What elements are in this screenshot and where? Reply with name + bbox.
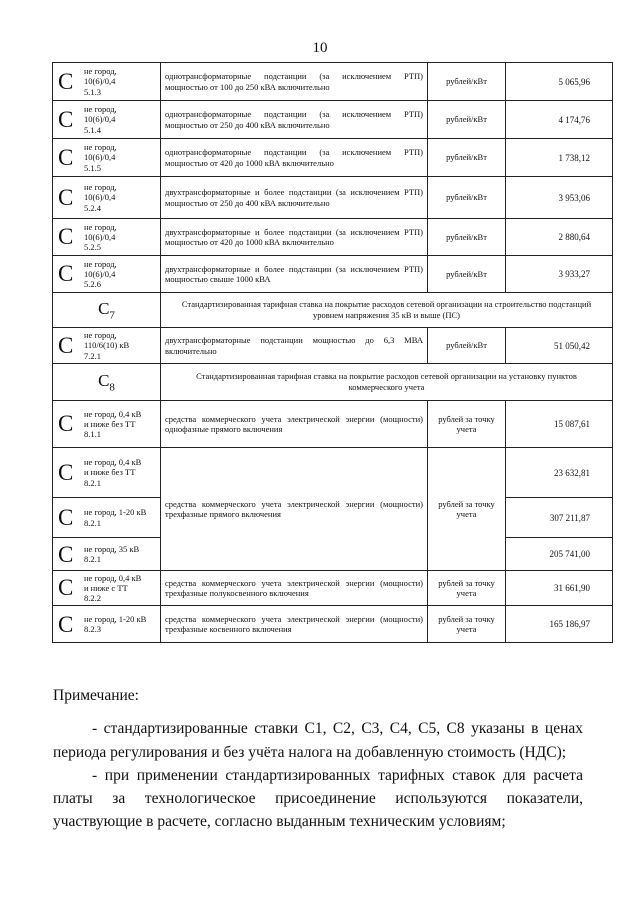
table-row: [53, 401, 613, 448]
rate-code-line: 8.2.1: [84, 554, 101, 564]
rate-code: [58, 573, 158, 603]
rate-code: [58, 142, 158, 172]
rate-unit: рублей за точку учета: [428, 448, 506, 571]
table-row: [53, 63, 613, 101]
rate-code-text: [78, 409, 141, 439]
section-symbol-cell: [53, 293, 161, 328]
rate-value: 15 087,61: [506, 401, 613, 448]
rate-code-line: не город,: [84, 142, 117, 153]
section-title: Стандартизированная тарифная ставка на покрытие расходов сетевой организации на установку пунктов коммерческого учета: [161, 364, 613, 401]
rate-symbol: С: [58, 575, 74, 601]
table-row: [53, 328, 613, 364]
rate-code-line: 10(6)/0,4: [84, 268, 116, 279]
table-row: [53, 606, 613, 643]
rate-code-cell: [53, 606, 161, 643]
rate-code-cell: [53, 219, 161, 256]
rate-description: однотрансформаторные подстанции (за исключением РТП) мощностью от 250 до 400 кВА включительно: [161, 101, 428, 139]
rate-unit: рублей за точку учета: [428, 571, 506, 606]
notes-title: Примечание:: [53, 687, 139, 704]
rate-symbol: С: [58, 541, 74, 567]
rate-symbol: С: [58, 611, 74, 637]
rate-unit: рублей/кВт: [428, 328, 506, 364]
rate-code-line: не город, 0,4 кВ: [84, 572, 142, 583]
rate-description: однотрансформаторные подстанции (за исключением РТП) мощностью от 420 до 1000 кВА включительно: [161, 139, 428, 177]
rate-code-line: и ниже без ТТ: [84, 467, 136, 478]
rate-code-line: 5.2.4: [84, 202, 101, 213]
rate-unit: рублей/кВт: [428, 256, 506, 293]
table-row: [53, 139, 613, 177]
rate-description: средства коммерческого учета электрической энергии (мощности) трехфазные косвенного включения: [161, 606, 428, 643]
rate-code-line: 8.1.1: [84, 429, 101, 439]
rate-symbol: С: [58, 224, 74, 250]
section-row: [53, 293, 613, 328]
rate-value: 23 632,81: [506, 448, 613, 498]
rate-code-text: [78, 222, 117, 252]
rate-code-line: 10(6)/0,4: [84, 192, 116, 203]
notes-section: [53, 684, 583, 834]
rate-code: [58, 457, 158, 487]
rate-symbol: С: [58, 144, 74, 170]
section-symbol-index: 7: [109, 309, 115, 322]
rate-code-text: [78, 544, 139, 564]
rate-value: 51 050,42: [506, 328, 613, 364]
rate-description: двухтрансформаторные и более подстанции (за исключением РТП) мощностью свыше 1000 кВА: [161, 256, 428, 293]
rate-code: [58, 66, 158, 96]
rate-code-text: [78, 259, 117, 289]
rate-code-line: не город,: [84, 182, 117, 193]
rate-symbol: С: [58, 261, 74, 287]
rate-code: [58, 104, 158, 134]
rate-description: двухтрансформаторные подстанции мощностью до 6,3 МВА включительно: [161, 328, 428, 364]
rate-unit: рублей за точку учета: [428, 401, 506, 448]
rate-value: 165 186,97: [506, 606, 613, 643]
rate-description: двухтрансформаторные и более подстанции (за исключением РТП) мощностью от 250 до 400 кВА включительно: [161, 177, 428, 219]
rate-code-text: [78, 330, 129, 360]
rate-symbol: С: [58, 68, 74, 94]
rate-code-cell: [53, 63, 161, 101]
rate-code-text: [78, 507, 146, 527]
rate-code-cell: [53, 101, 161, 139]
rate-symbol: С: [58, 106, 74, 132]
rate-description: однотрансформаторные подстанции (за исключением РТП) мощностью от 100 до 250 кВА включительно: [161, 63, 428, 101]
rate-unit: рублей/кВт: [428, 177, 506, 219]
rate-code-cell: [53, 538, 161, 571]
rate-code-cell: [53, 256, 161, 293]
rate-code-line: не город, 1-20 кВ: [84, 507, 147, 518]
rate-code-text: [78, 142, 117, 172]
rate-code-line: 7.2.1: [84, 350, 101, 361]
rate-symbol: С: [58, 184, 74, 210]
rate-symbol: С: [58, 411, 74, 437]
rate-value: 3 953,06: [506, 177, 613, 219]
rate-code-cell: [53, 177, 161, 219]
rate-value: 2 880,64: [506, 219, 613, 256]
rate-unit: рублей/кВт: [428, 139, 506, 177]
rate-value: 1 738,12: [506, 139, 613, 177]
rate-code-cell: [53, 498, 161, 538]
section-row: [53, 364, 613, 401]
rate-unit: рублей за точку учета: [428, 606, 506, 643]
rate-code-cell: [53, 401, 161, 448]
table-row: [53, 219, 613, 256]
note-item: - стандартизированные ставки С1, С2, С3, С4, С5, С8 указаны в ценах периода регулирования и без учёта налога на добавленную стоимость (НДС);: [53, 720, 583, 761]
rate-code-line: не город,: [84, 221, 117, 232]
rate-code-line: 8.2.3: [84, 624, 101, 634]
page-number: 10: [312, 40, 328, 56]
rate-code-text: [78, 66, 117, 96]
tariff-table: [52, 62, 613, 643]
rate-value: 307 211,87: [506, 498, 613, 538]
rate-code-line: не город, 0,4 кВ: [84, 457, 142, 468]
rate-code-line: 5.2.5: [84, 242, 101, 252]
section-symbol-cell: [53, 364, 161, 401]
note-item: - при применении стандартизированных тарифных ставок для расчета платы за технологическое присоединение используются показатели, участвующие в расчете, согласно выданным техническим условиям;: [53, 766, 583, 831]
rate-description: средства коммерческого учета электрической энергии (мощности) однофазные прямого включения: [161, 401, 428, 448]
section-title: Стандартизированная тарифная ставка на покрытие расходов сетевой организации на строительство подстанций уровнем напряжения 35 кВ и выше (ПС): [161, 293, 613, 328]
rate-code: [58, 222, 158, 252]
rate-code-cell: [53, 328, 161, 364]
rate-code-line: 5.1.5: [84, 162, 101, 173]
table-row: [53, 177, 613, 219]
rate-code-line: и ниже без ТТ: [84, 418, 136, 429]
table-row: [53, 448, 613, 498]
rate-code: [58, 613, 158, 636]
rate-symbol: С: [58, 505, 74, 530]
rate-unit: рублей/кВт: [428, 63, 506, 101]
rate-code-line: не город, 0,4 кВ: [84, 408, 142, 419]
rate-code-cell: [53, 448, 161, 498]
rate-code-line: и ниже с ТТ: [84, 582, 128, 593]
rate-code-line: не город,: [84, 66, 117, 77]
section-symbol: С: [98, 298, 110, 318]
rate-code-line: не город, 1-20 кВ: [84, 613, 147, 624]
rate-code-line: 10(6)/0,4: [84, 114, 116, 125]
rate-code-line: 5.1.4: [84, 124, 101, 135]
table-row: [53, 571, 613, 606]
rate-code: [58, 543, 158, 566]
rate-code-text: [78, 457, 141, 487]
rate-unit: рублей/кВт: [428, 101, 506, 139]
rate-code-line: 10(6)/0,4: [84, 231, 116, 242]
rate-code-line: 10(6)/0,4: [84, 76, 116, 87]
rate-code-line: 8.2.1: [84, 477, 101, 488]
rate-code-line: 5.1.3: [84, 86, 101, 97]
table-row: [53, 101, 613, 139]
rate-code-line: 5.2.6: [84, 279, 101, 289]
rate-code-line: 110/6(10) кВ: [84, 340, 130, 351]
rate-value: 205 741,00: [506, 538, 613, 571]
rate-code: [58, 409, 158, 439]
rate-code: [58, 182, 158, 212]
rate-symbol: С: [58, 332, 74, 358]
rate-code-line: 10(6)/0,4: [84, 152, 116, 163]
table-row: [53, 256, 613, 293]
rate-description: двухтрансформаторные и более подстанции (за исключением РТП) мощностью от 420 до 1000 кВА включительно: [161, 219, 428, 256]
rate-code-line: не город,: [84, 330, 117, 341]
rate-code-line: не город,: [84, 104, 117, 115]
rate-value: 4 174,76: [506, 101, 613, 139]
rate-code: [58, 330, 158, 360]
rate-code-text: [78, 573, 141, 603]
rate-description: средства коммерческого учета электрической энергии (мощности) трехфазные полукосвенного включения: [161, 571, 428, 606]
rate-code-cell: [53, 571, 161, 606]
rate-code-line: 8.2.2: [84, 593, 101, 603]
rate-code-line: не город,: [84, 258, 117, 269]
rate-description: средства коммерческого учета электрической энергии (мощности) трехфазные прямого включения: [161, 448, 428, 571]
rate-code-cell: [53, 139, 161, 177]
rate-value: 3 933,27: [506, 256, 613, 293]
section-symbol-index: 8: [109, 381, 115, 394]
rate-symbol: С: [58, 459, 74, 485]
rate-code: [58, 506, 158, 529]
rate-code-text: [78, 614, 146, 634]
rate-code-line: 8.2.1: [84, 517, 101, 528]
rate-code-text: [78, 104, 117, 134]
rate-value: 31 661,90: [506, 571, 613, 606]
rate-code-line: не город, 35 кВ: [84, 543, 140, 554]
rate-code-text: [78, 182, 117, 212]
rate-value: 5 065,96: [506, 63, 613, 101]
rate-code: [58, 259, 158, 289]
rate-unit: рублей/кВт: [428, 219, 506, 256]
section-symbol: С: [98, 370, 110, 390]
